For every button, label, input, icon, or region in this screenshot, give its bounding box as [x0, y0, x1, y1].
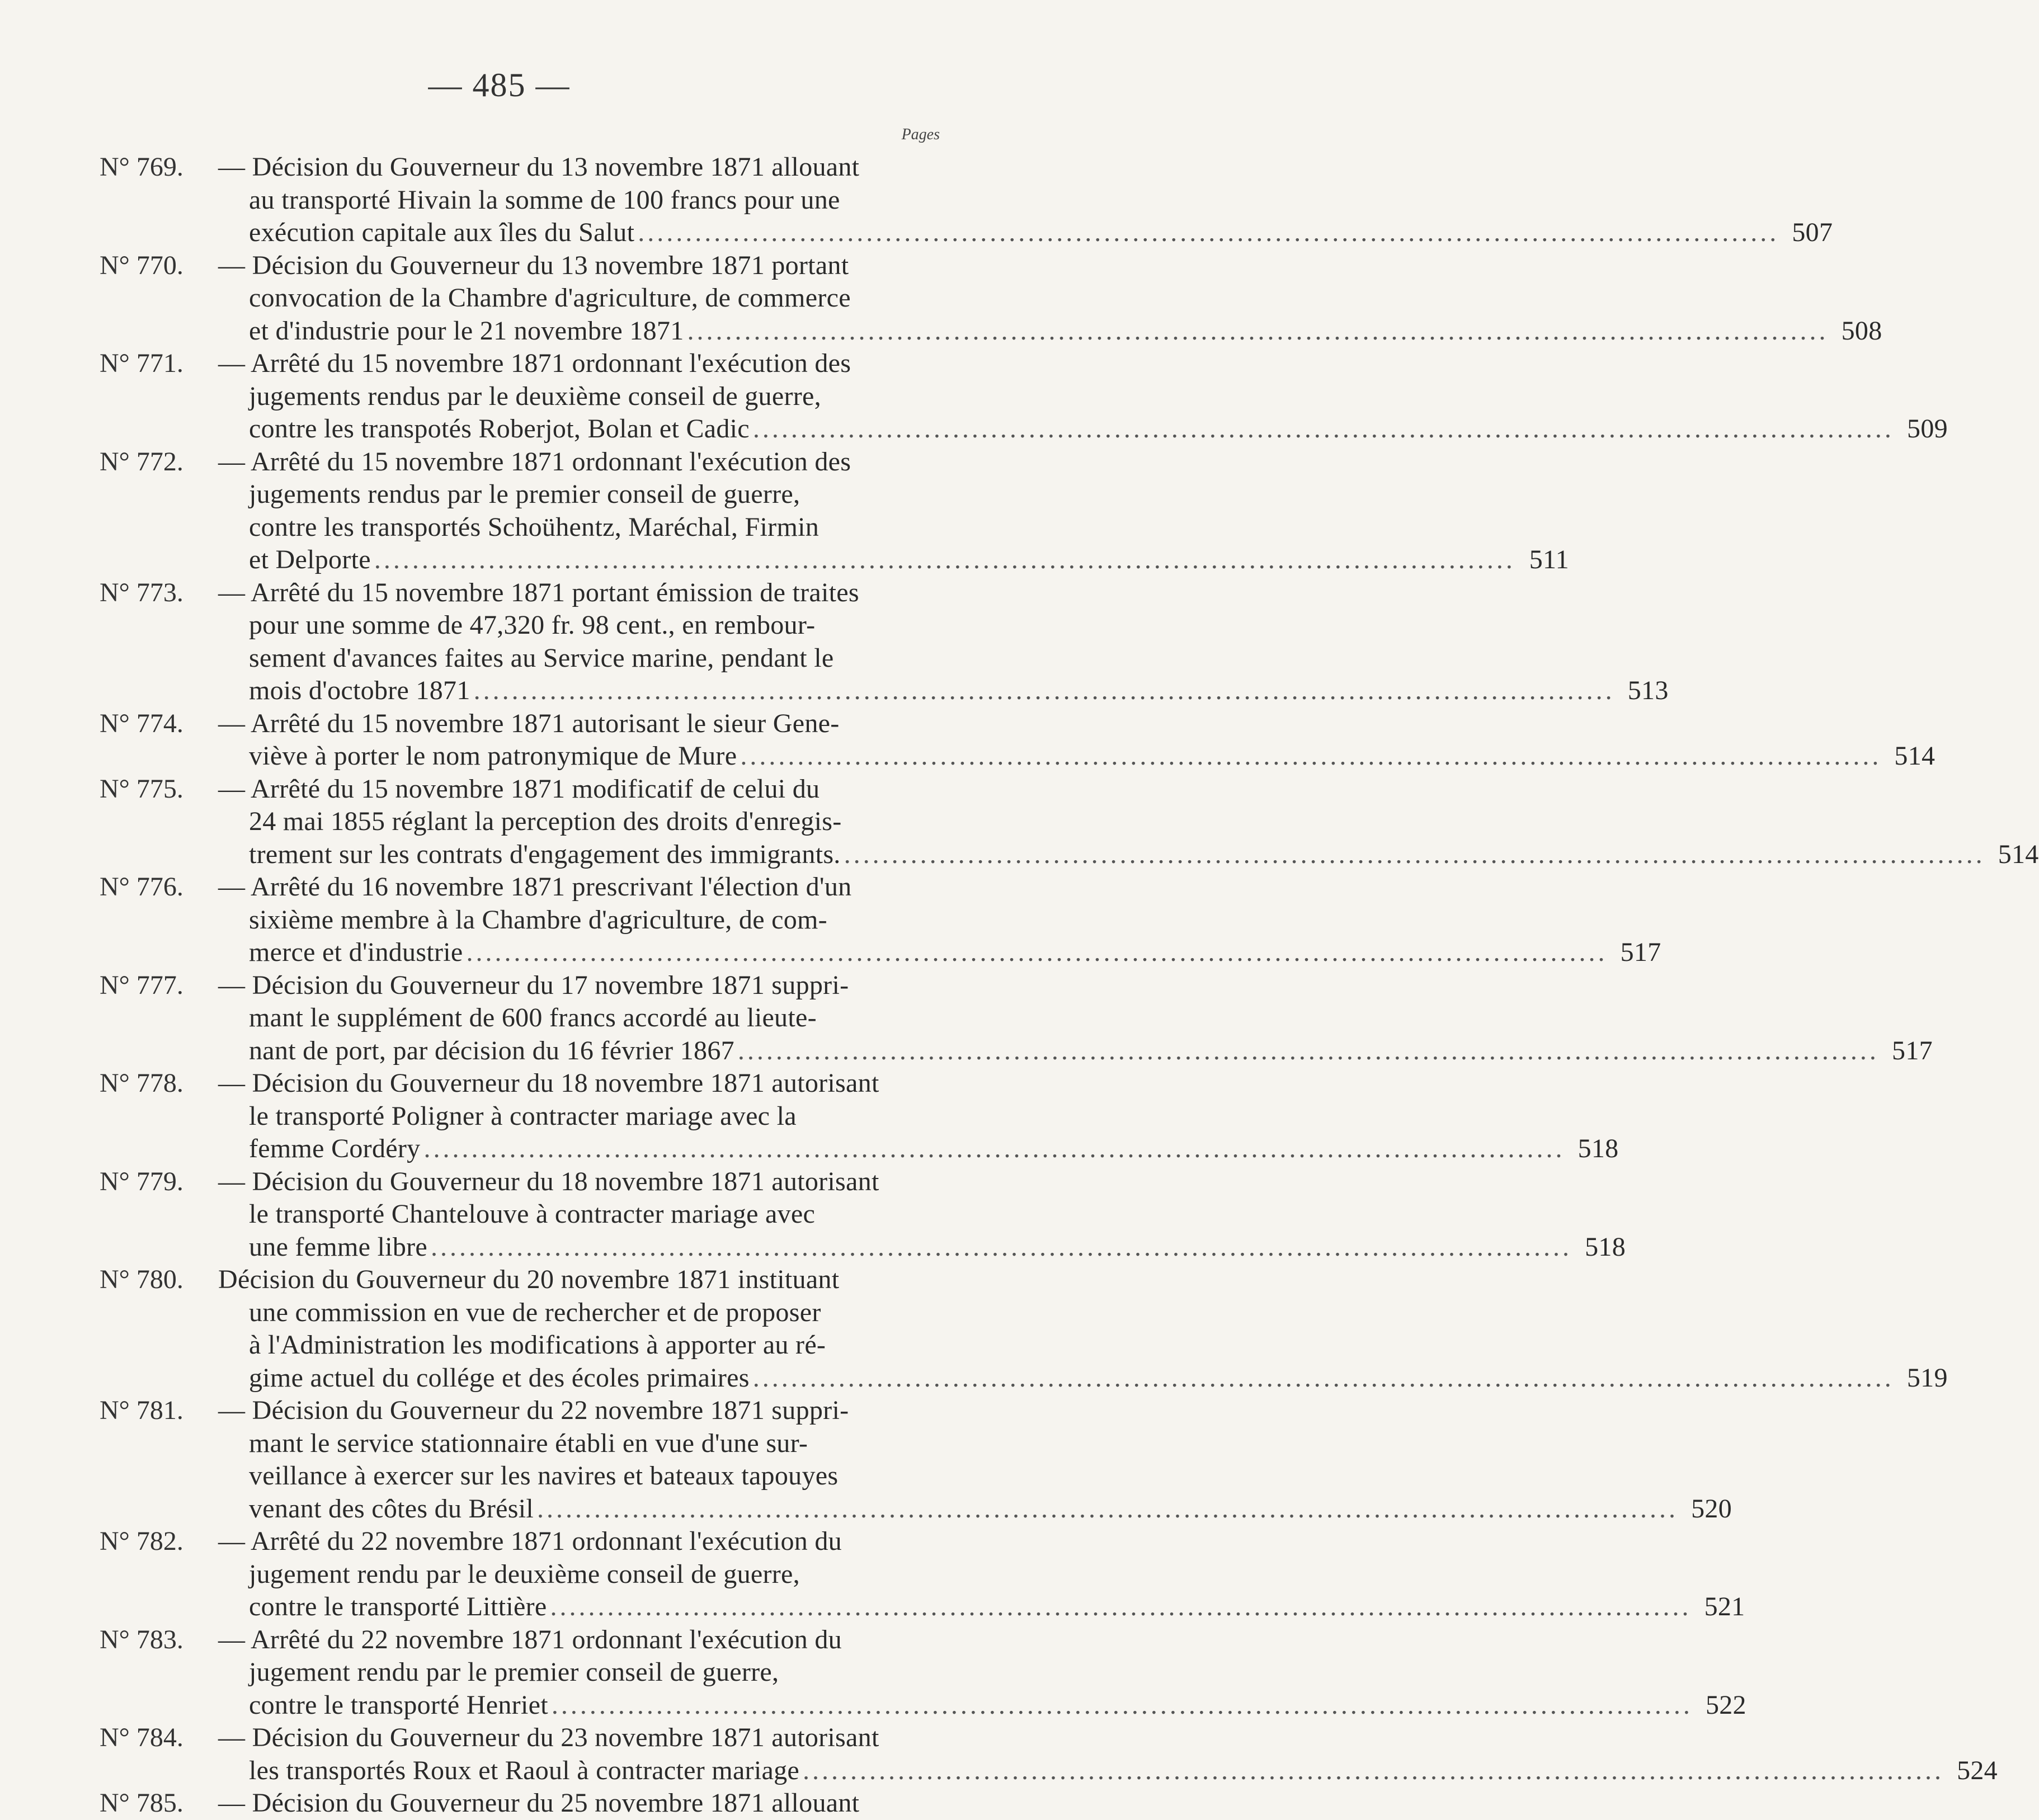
toc-entry [0, 1166, 1626, 1264]
entry-description [218, 1787, 948, 1820]
toc-entry [0, 1263, 1948, 1394]
entry-line: — Décision du Gouverneur du 17 novembre 1871 suppri- [218, 970, 849, 1000]
entry-number: N° 772. [100, 446, 183, 477]
entry-line: jugement rendu par le premier conseil de guerre, [249, 1657, 779, 1687]
entry-line-text: trement sur les contrats d'engagement des immigrants. [249, 839, 841, 869]
entry-number: N° 770. [100, 250, 183, 280]
toc-entry [0, 347, 1948, 446]
entry-description [218, 249, 1882, 348]
entry-line: sixième membre à la Chambre d'agriculture, de com- [249, 904, 827, 935]
table-of-contents [0, 151, 2039, 1820]
entry-line: 24 mai 1855 réglant la perception des droits d'enregis- [249, 807, 842, 836]
entry-line-text: exécution capitale aux îles du Salut [249, 218, 635, 247]
entry-line: — Décision du Gouverneur du 23 novembre 1871 autorisant [218, 1723, 879, 1752]
entry-number: N° 775. [100, 774, 183, 804]
toc-entry [0, 151, 1833, 249]
entry-line [249, 1362, 1948, 1395]
page-number-header: — 485 — [428, 67, 571, 103]
entry-line: veillance à exercer sur les navires et bateaux tapouyes [249, 1461, 839, 1491]
page-reference: 508 [1841, 315, 1882, 346]
entry-number: N° 779. [100, 1166, 183, 1196]
entry-description [218, 151, 1833, 249]
dot-leader: ........................................................................................................................ [473, 676, 1615, 705]
entry-line: — Arrêté du 15 novembre 1871 ordonnant l'exécution des [218, 446, 851, 477]
entry-description [218, 871, 1661, 969]
dot-leader: ........................................................................................................................ [740, 741, 1882, 771]
page-reference: 524 [1957, 1755, 1998, 1785]
entry-line-text: gime actuel du collége et des écoles primaires [249, 1362, 750, 1393]
entry-line: — Arrêté du 15 novembre 1871 portant émission de traites [218, 577, 859, 607]
entry-line-text: les transportés Roux et Raoul à contracter mariage [249, 1755, 799, 1785]
toc-entry [0, 708, 1936, 773]
entry-line-text: merce et d'industrie [249, 937, 463, 967]
toc-entry [0, 1722, 1998, 1787]
entry-description [218, 1394, 1732, 1525]
pages-column-label: Pages [901, 126, 940, 143]
entry-line: pour une somme de 47,320 fr. 98 cent., en rembour- [249, 610, 816, 640]
entry-number: N° 773. [100, 577, 183, 607]
page-reference: 507 [1792, 218, 1833, 247]
dot-leader: ........................................................................................................................ [550, 1592, 1692, 1621]
toc-entry [0, 1624, 1746, 1722]
entry-line [249, 1231, 1626, 1264]
entry-line-text: viève à porter le nom patronymique de Mure [249, 741, 737, 771]
entry-line: — Arrêté du 22 novembre 1871 ordonnant l'exécution du [218, 1624, 842, 1654]
entry-number: N° 782. [100, 1526, 183, 1556]
entry-number: N° 771. [100, 348, 183, 378]
toc-entry [0, 1525, 1745, 1624]
entry-line: — Décision du Gouverneur du 13 novembre 1871 allouant [218, 152, 860, 182]
entry-line: — Décision du Gouverneur du 25 novembre 1871 allouant [218, 1788, 860, 1818]
dot-leader: ........................................................................................................................ [537, 1493, 1679, 1524]
entry-line: — Décision du Gouverneur du 18 novembre 1871 autorisant [218, 1068, 879, 1098]
entry-number: N° 778. [100, 1068, 183, 1098]
toc-entry [0, 969, 1933, 1068]
entry-line [249, 1689, 1746, 1722]
dot-leader: ........................................................................................................................ [752, 1362, 1894, 1393]
entry-line: au transporté Hivain la somme de 100 francs pour une [249, 185, 840, 215]
dot-leader: ........................................................................................................................ [737, 1035, 1879, 1065]
entry-line: le transporté Chantelouve à contracter mariage avec [249, 1199, 816, 1229]
entry-line: — Arrêté du 22 novembre 1871 ordonnant l'exécution du [218, 1526, 842, 1556]
page-reference: 522 [1705, 1690, 1746, 1720]
entry-number: N° 784. [100, 1723, 183, 1752]
entry-number: N° 769. [100, 152, 183, 182]
entry-line [249, 315, 1882, 348]
entry-line: jugements rendus par le premier conseil de guerre, [249, 479, 800, 509]
entry-line [249, 413, 1948, 446]
entry-number: N° 785. [100, 1788, 183, 1818]
entry-line [249, 675, 1669, 708]
entry-line: — Décision du Gouverneur du 18 novembre 1871 autorisant [218, 1166, 879, 1196]
entry-line: mant le supplément de 600 francs accordé au lieute- [249, 1003, 817, 1032]
entry-description [218, 708, 1936, 773]
toc-entry [0, 249, 1882, 348]
entry-number: N° 781. [100, 1395, 183, 1425]
entry-line [249, 544, 1569, 577]
entry-line [249, 1035, 1933, 1068]
dot-leader: ........................................................................................................................ [374, 545, 1515, 574]
entry-line-text: contre le transporté Henriet [249, 1690, 548, 1720]
entry-line [249, 936, 1661, 969]
entry-description [218, 969, 1933, 1068]
page-reference: 509 [1907, 414, 1948, 444]
entry-description [218, 446, 1569, 577]
dot-leader: ........................................................................................................................ [466, 937, 1608, 967]
entry-line [249, 838, 2039, 871]
entry-description [218, 1722, 1998, 1787]
entry-line: le transporté Poligner à contracter mariage avec la [249, 1101, 797, 1131]
page-reference: 511 [1529, 545, 1569, 574]
entry-line: jugements rendus par le deuxième conseil de guerre, [249, 381, 821, 411]
entry-line-text: et Delporte [249, 545, 371, 574]
toc-entry [0, 446, 1569, 577]
entry-line: — Arrêté du 15 novembre 1871 autorisant le sieur Gene- [218, 708, 840, 738]
entry-line: jugement rendu par le deuxième conseil de guerre, [249, 1559, 800, 1589]
entry-line-text: nant de port, par décision du 16 février 1867 [249, 1035, 734, 1065]
dot-leader: ........................................................................................................................ [844, 839, 1985, 869]
entry-description [218, 1525, 1745, 1624]
page-reference: 517 [1892, 1035, 1933, 1065]
entry-number: N° 783. [100, 1624, 183, 1654]
toc-entry [0, 1787, 999, 1820]
dot-leader: ........................................................................................................................ [423, 1134, 1565, 1163]
dot-leader: ........................................................................................................................ [752, 414, 1894, 444]
entry-line [249, 216, 1833, 249]
entry-line-text: venant des côtes du Brésil [249, 1493, 534, 1524]
entry-description [218, 1624, 1746, 1722]
entry-line-text: une femme libre [249, 1232, 428, 1262]
entry-line: contre les transportés Schoühentz, Maréchal, Firmin [249, 512, 820, 542]
page-reference: 519 [1906, 1362, 1948, 1393]
entry-number: N° 780. [100, 1265, 183, 1294]
page-reference: 517 [1620, 937, 1661, 967]
page-reference: 513 [1627, 676, 1669, 705]
entry-line-text: mois d'octobre 1871 [249, 676, 470, 705]
dot-leader: ........................................................................................................................ [687, 315, 1829, 346]
page-reference: 520 [1691, 1493, 1732, 1524]
toc-entry [0, 871, 1661, 969]
entry-line: — Arrêté du 15 novembre 1871 modificatif de celui du [218, 774, 820, 804]
dot-leader: ........................................................................................................................ [638, 218, 1779, 247]
entry-line: mant le service stationnaire établi en vue d'une sur- [249, 1428, 808, 1458]
entry-line-text: contre les transpotés Roberjot, Bolan et Cadic [249, 414, 750, 444]
entry-line [249, 1133, 1619, 1166]
entry-description [218, 1263, 1948, 1394]
toc-entry [0, 577, 1669, 708]
entry-line: — Arrêté du 15 novembre 1871 ordonnant l'exécution des [218, 348, 851, 378]
dot-leader: ........................................................................................................................ [802, 1755, 1944, 1785]
entry-line: sement d'avances faites au Service marine, pendant le [249, 643, 834, 673]
entry-line [249, 740, 1936, 773]
dot-leader: ........................................................................................................................ [551, 1690, 1693, 1720]
entry-line: — Arrêté du 16 novembre 1871 prescrivant l'élection d'un [218, 872, 852, 902]
toc-entry [0, 773, 2039, 871]
page-reference: 514 [1998, 839, 2039, 869]
entry-number: N° 776. [100, 872, 183, 902]
page-reference: 514 [1894, 741, 1936, 771]
entry-description [218, 1166, 1626, 1264]
page-reference: 518 [1585, 1232, 1626, 1262]
entry-line: à l'Administration les modifications à apporter au ré- [249, 1330, 826, 1360]
entry-line: — Décision du Gouverneur du 22 novembre 1871 suppri- [218, 1395, 849, 1425]
toc-entry [0, 1067, 1619, 1166]
entry-line-text: contre le transporté Littière [249, 1592, 547, 1621]
entry-line: une commission en vue de rechercher et de proposer [249, 1297, 821, 1327]
entry-description [218, 773, 2039, 871]
toc-entry [0, 1394, 1732, 1525]
entry-line: Décision du Gouverneur du 20 novembre 1871 instituant [218, 1265, 840, 1294]
entry-number: N° 774. [100, 708, 183, 738]
entry-line [249, 1755, 1998, 1788]
entry-line-text: et d'industrie pour le 21 novembre 1871 [249, 315, 684, 346]
entry-line [249, 1493, 1732, 1526]
page-reference: 518 [1577, 1134, 1619, 1163]
dot-leader: ........................................................................................................................ [431, 1232, 1572, 1262]
entry-line [249, 1591, 1745, 1624]
entry-description [218, 1067, 1619, 1166]
entry-line-text: femme Cordéry [249, 1134, 421, 1163]
entry-line: — Décision du Gouverneur du 13 novembre 1871 portant [218, 250, 849, 280]
entry-description [218, 577, 1669, 708]
entry-line: convocation de la Chambre d'agriculture, de commerce [249, 283, 851, 313]
entry-number: N° 777. [100, 970, 183, 1000]
page-reference: 521 [1704, 1592, 1745, 1621]
entry-description [218, 347, 1948, 446]
